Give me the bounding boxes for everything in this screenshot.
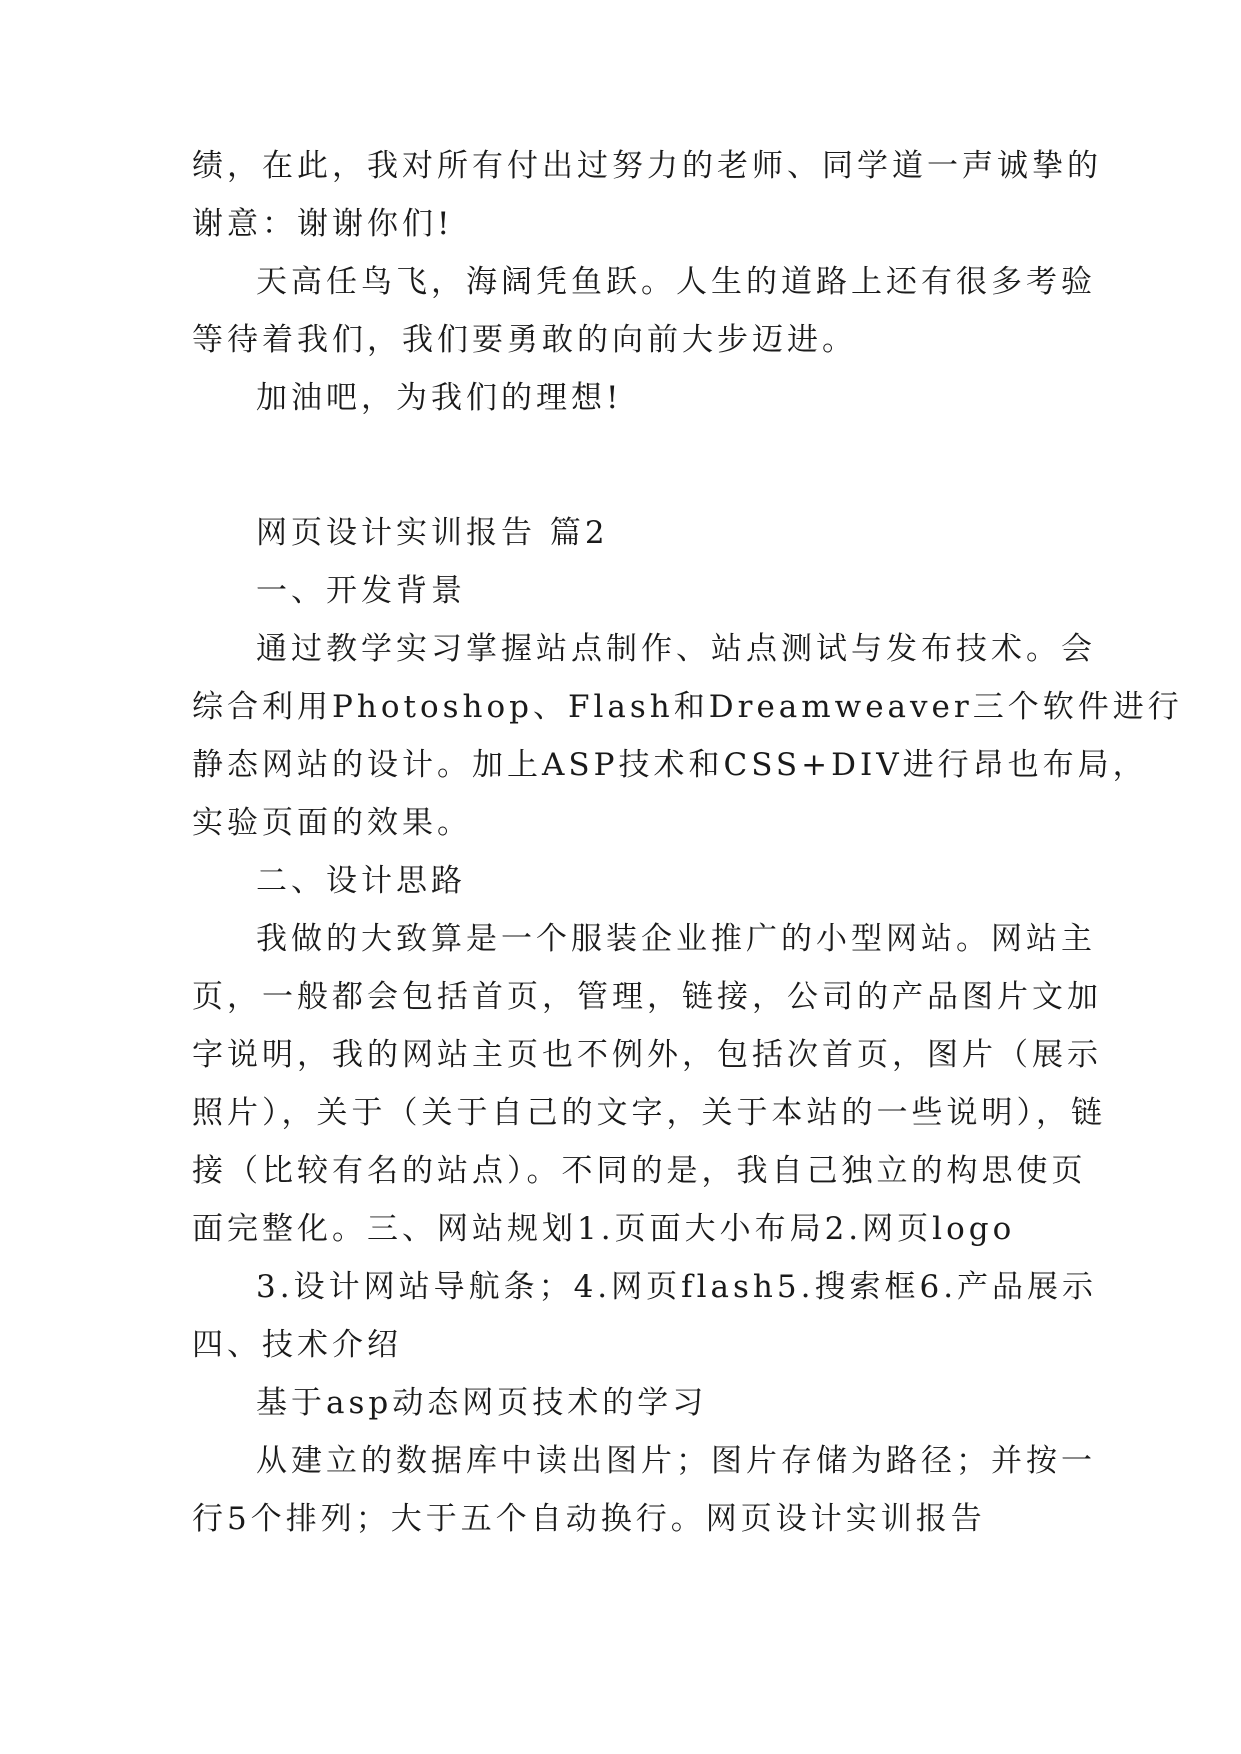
- heading-design-idea: 二、设计思路: [256, 863, 466, 899]
- heading-tech-intro: 四、技术介绍: [192, 1327, 402, 1363]
- text-line: 等待着我们，我们要勇敢的向前大步迈进。: [192, 322, 857, 358]
- text-line: 综合利用Photoshop、Flash和Dreamweaver三个软件进行: [192, 689, 1183, 725]
- text-line: 谢意：谢谢你们!: [192, 206, 454, 242]
- text-line: 通过教学实习掌握站点制作、站点测试与发布技术。会: [256, 631, 1096, 667]
- text-line: 3.设计网站导航条；4.网页flash5.搜索框6.产品展示: [256, 1269, 1098, 1305]
- text-line: 基于asp动态网页技术的学习: [256, 1385, 708, 1421]
- text-line: 行5个排列；大于五个自动换行。网页设计实训报告: [192, 1501, 986, 1537]
- text-line: 绩，在此，我对所有付出过努力的老师、同学道一声诚挚的: [192, 148, 1102, 184]
- text-line: 照片），关于（关于自己的文字，关于本站的一些说明），链: [192, 1095, 1106, 1131]
- text-line: 从建立的数据库中读出图片；图片存储为路径；并按一: [256, 1443, 1096, 1479]
- text-line: 实验页面的效果。: [192, 805, 472, 841]
- text-line: 加油吧，为我们的理想!: [256, 380, 623, 416]
- text-line: 静态网站的设计。加上ASP技术和CSS+DIV进行昂也布局，: [192, 747, 1148, 783]
- text-line: 接（比较有名的站点）。不同的是，我自己独立的构思使页: [192, 1153, 1087, 1189]
- paragraph-thanks: [192, 137, 1102, 427]
- text-line: 天高任鸟飞，海阔凭鱼跃。人生的道路上还有很多考验: [256, 264, 1096, 300]
- text-line: 字说明，我的网站主页也不例外，包括次首页，图片（展示: [192, 1037, 1102, 1073]
- section-report-2: [192, 504, 1183, 1548]
- section-title: 网页设计实训报告 篇2: [256, 515, 609, 551]
- text-line: 面完整化。三、网站规划1.页面大小布局2.网页logo: [192, 1211, 1016, 1247]
- text-line: 我做的大致算是一个服装企业推广的小型网站。网站主: [256, 921, 1096, 957]
- heading-background: 一、开发背景: [256, 573, 466, 609]
- text-line: 页，一般都会包括首页，管理，链接，公司的产品图片文加: [192, 979, 1102, 1015]
